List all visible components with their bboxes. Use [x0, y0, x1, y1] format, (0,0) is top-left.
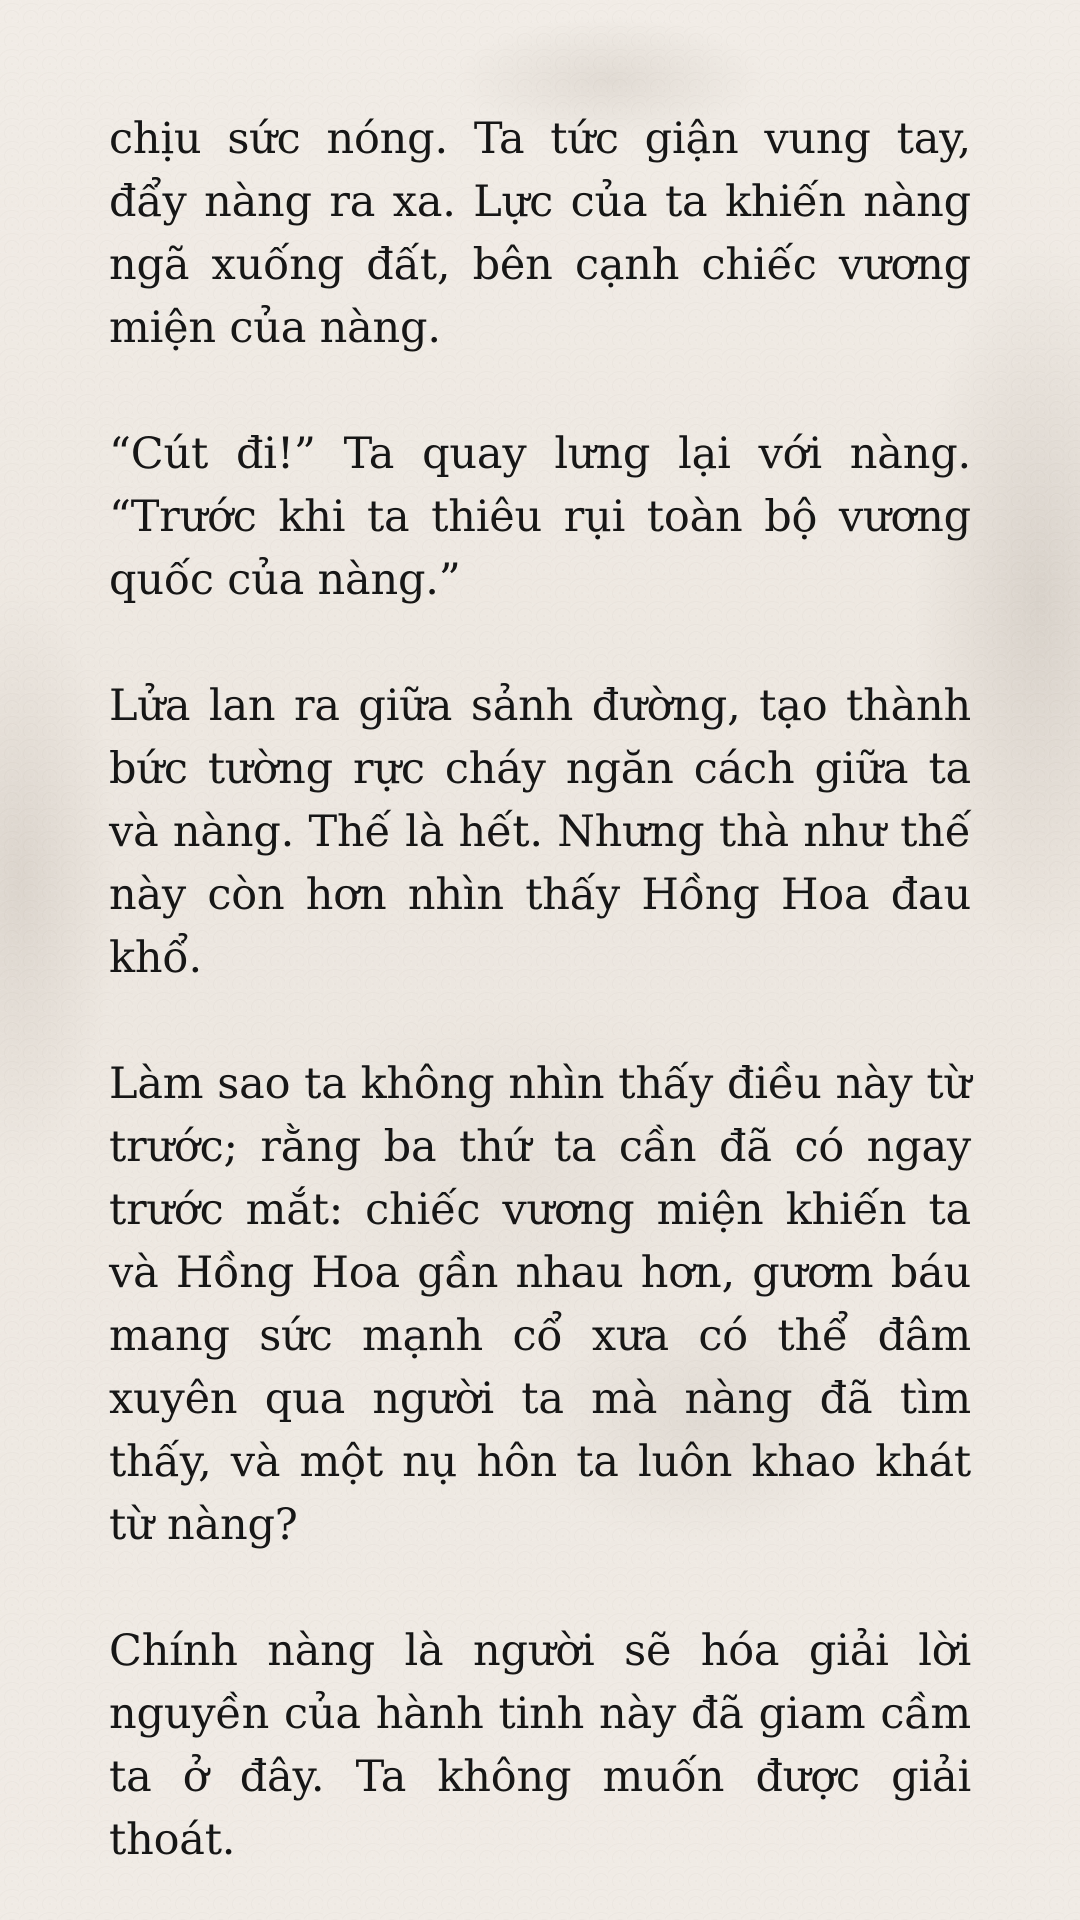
story-text [109, 108, 971, 1872]
paragraph-3: Lửa lan ra giữa sảnh đường, tạo thành bức tường rực cháy ngăn cách giữa ta và nàng. Thế là hết. Nhưng thà như thế này còn hơn nhìn thấy Hồng Hoa đau khổ. [109, 681, 971, 983]
paragraph-2: “Cút đi!” Ta quay lưng lại với nàng. “Trước khi ta thiêu rụi toàn bộ vương quốc của nàng.” [109, 429, 971, 605]
paragraph-4: Làm sao ta không nhìn thấy điều này từ trước; rằng ba thứ ta cần đã có ngay trước mắt: chiếc vương miện khiến ta và Hồng Hoa gần nhau hơn, gươm báu mang sức mạnh cổ xưa có thể đâm xuyên qua người ta mà nàng đã tìm thấy, và một nụ hôn ta luôn khao khát từ nàng? [109, 1059, 971, 1550]
paragraph-5: Chính nàng là người sẽ hóa giải lời nguyền của hành tinh này đã giam cầm ta ở đây. Ta không muốn được giải thoát. [109, 1626, 971, 1865]
paragraph-1: chịu sức nóng. Ta tức giận vung tay, đẩy nàng ra xa. Lực của ta khiến nàng ngã xuống đất, bên cạnh chiếc vương miện của nàng. [109, 114, 971, 353]
